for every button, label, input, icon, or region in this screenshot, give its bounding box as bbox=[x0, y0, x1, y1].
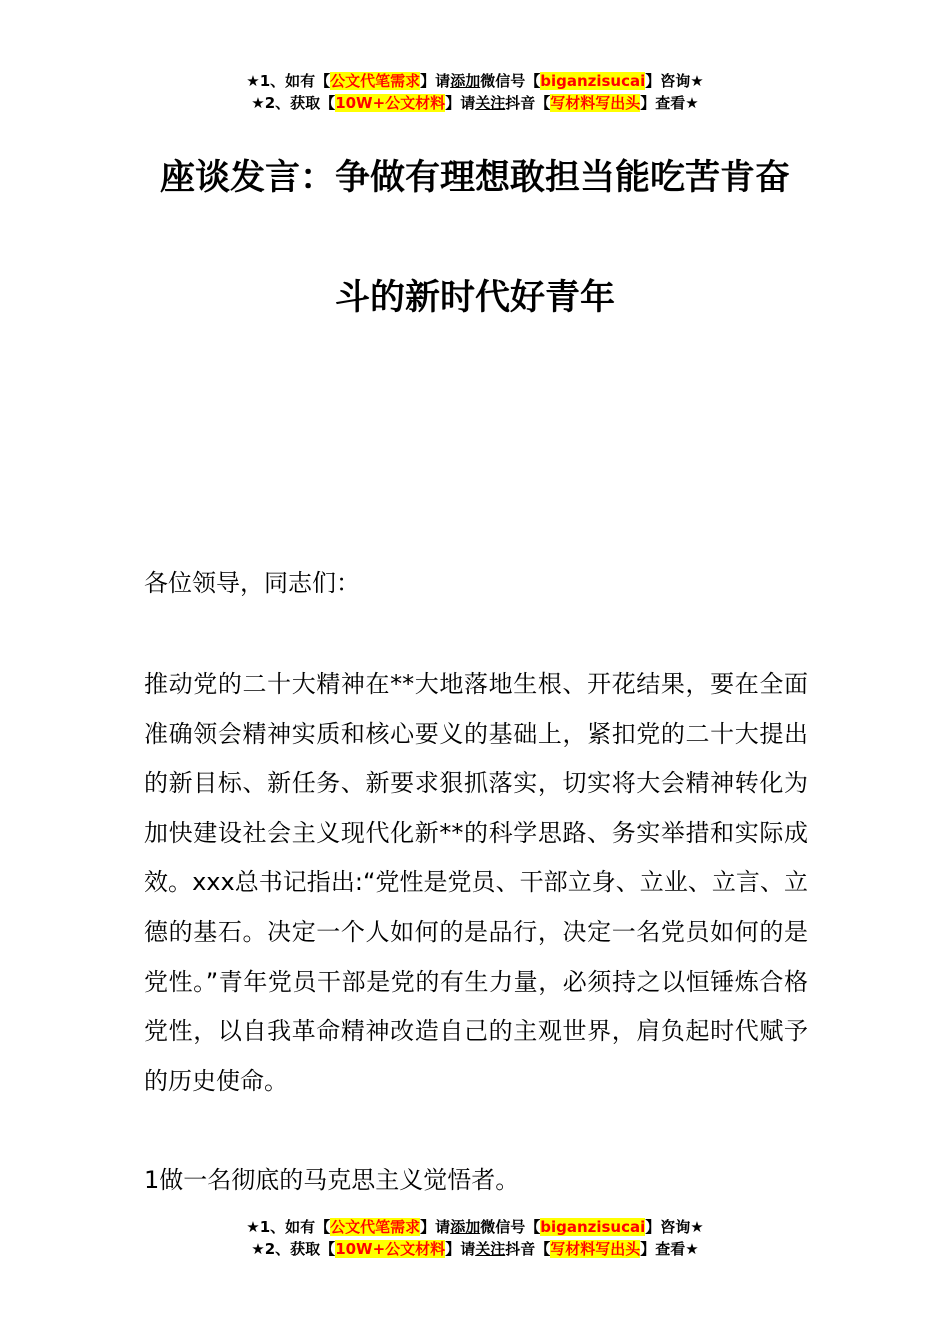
greeting: 各位领导，同志们： bbox=[144, 569, 360, 597]
footer-line-1-mid: 】请 bbox=[420, 1218, 451, 1236]
footer-highlight-materials: 10W+公文材料 bbox=[335, 1240, 446, 1258]
footer-line-2-underlined: 关注 bbox=[475, 1240, 506, 1258]
promo-line-1 bbox=[0, 70, 950, 92]
promo-line-2-suffix: 】查看★ bbox=[640, 94, 699, 112]
section-point-1: 1做一名彻底的马克思主义觉悟者。 bbox=[144, 1166, 520, 1194]
footer-line-2-prefix: ★2、获取【 bbox=[251, 1240, 336, 1258]
footer-line-1-mid2: 微信号【 bbox=[480, 1218, 541, 1236]
document-title-line-1: 座谈发言：争做有理想敢担当能吃苦肯奋 bbox=[159, 158, 790, 198]
footer-line-1-suffix: 】咨询★ bbox=[645, 1218, 704, 1236]
document-title-line-2: 斗的新时代好青年 bbox=[334, 278, 615, 318]
promo-highlight-douyin: 写材料写出头 bbox=[550, 94, 641, 112]
footer-highlight-service: 公文代笔需求 bbox=[330, 1218, 421, 1236]
promo-highlight-materials: 10W+公文材料 bbox=[335, 94, 446, 112]
body-paragraph: 推动党的二十大精神在**大地落地生根、开花结果，要在全面准确领会精神实质和核心要义的基础上，紧扣党的二十大提出的新目标、新任务、新要求狠抓落实，切实将大会精神转化为加快建设社会主义现代化新**的科学思路、务实举措和实际成效。xxx总书记指出:“党性是党员、干部立身、立业、立言、立德的基石。决定一个人如何的是品行，决定一名党员如何的是党性。”青年党员干部是党的有生力量，必须持之以恒锤炼合格党性，以自我革命精神改造自己的主观世界，肩负起时代赋予的历史使命。 bbox=[144, 670, 808, 1095]
footer-promo-banner bbox=[0, 1216, 950, 1260]
header-promo-banner bbox=[0, 70, 950, 114]
footer-promo-line-2 bbox=[0, 1238, 950, 1260]
promo-highlight-service: 公文代笔需求 bbox=[330, 72, 421, 90]
promo-line-1-prefix: ★1、如有【 bbox=[246, 72, 331, 90]
footer-line-2-mid2: 抖音【 bbox=[505, 1240, 551, 1258]
footer-promo-line-1 bbox=[0, 1216, 950, 1238]
footer-line-2-suffix: 】查看★ bbox=[640, 1240, 699, 1258]
promo-line-2-mid2: 抖音【 bbox=[505, 94, 551, 112]
promo-line-1-mid: 】请 bbox=[420, 72, 451, 90]
footer-highlight-douyin: 写材料写出头 bbox=[550, 1240, 641, 1258]
promo-line-1-suffix: 】咨询★ bbox=[645, 72, 704, 90]
promo-line-2-mid: 】请 bbox=[445, 94, 476, 112]
footer-line-2-mid: 】请 bbox=[445, 1240, 476, 1258]
promo-highlight-wechat-id: biganzisucai bbox=[540, 72, 646, 90]
promo-line-2 bbox=[0, 92, 950, 114]
footer-highlight-wechat-id: biganzisucai bbox=[540, 1218, 646, 1236]
promo-line-1-underlined: 添加 bbox=[450, 72, 481, 90]
promo-line-2-underlined: 关注 bbox=[475, 94, 506, 112]
promo-line-1-mid2: 微信号【 bbox=[480, 72, 541, 90]
footer-line-1-prefix: ★1、如有【 bbox=[246, 1218, 331, 1236]
footer-line-1-underlined: 添加 bbox=[450, 1218, 481, 1236]
promo-line-2-prefix: ★2、获取【 bbox=[251, 94, 336, 112]
